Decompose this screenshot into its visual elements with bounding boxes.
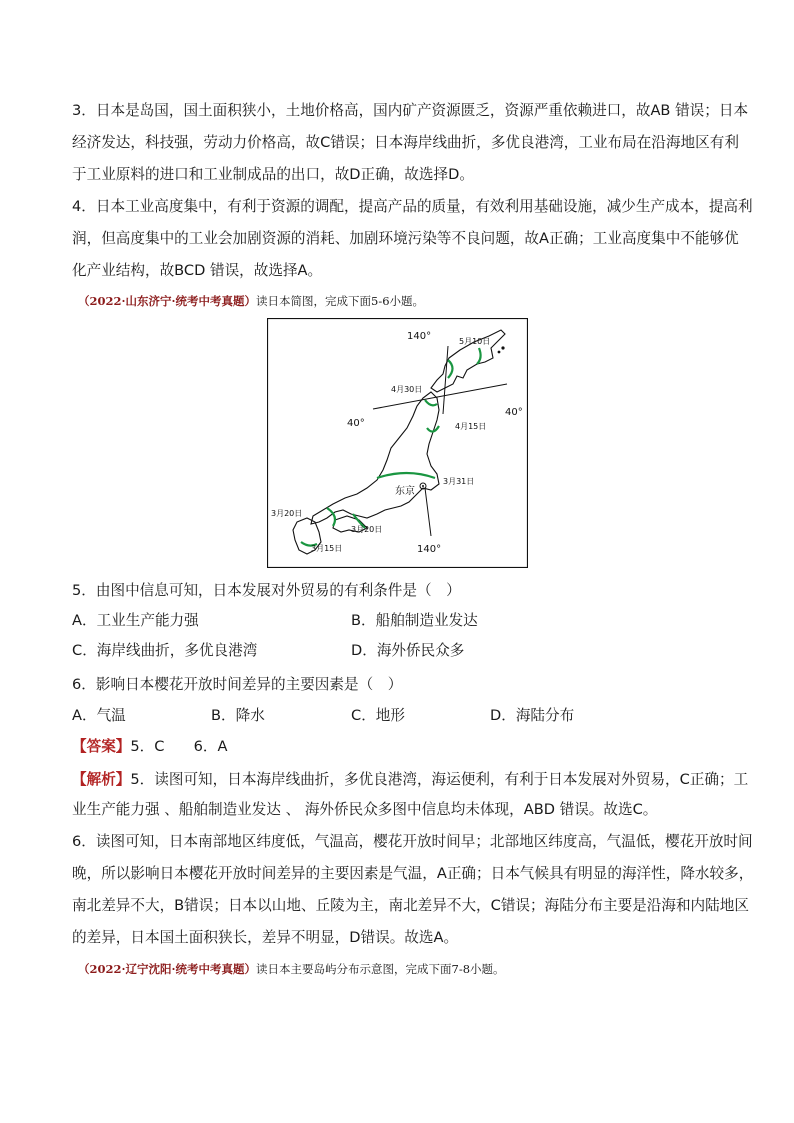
source-tag: （2022·山东济宁·统考中考真题） <box>78 294 257 308</box>
source-note-1 <box>78 293 424 309</box>
japan-map-figure <box>267 318 528 568</box>
japan-map <box>267 318 528 568</box>
label-mar15: 3月15日 <box>311 544 343 553</box>
label-mar20-b: 3月20日 <box>351 525 383 534</box>
source-text-2: 读日本主要岛屿分布示意图，完成下面7-8小题。 <box>256 962 505 976</box>
q5-option-a: A．工业生产能力强 <box>72 612 199 629</box>
map-frame <box>268 319 528 568</box>
label-lat-left: 40° <box>347 418 365 429</box>
label-lon-bottom: 140° <box>417 544 442 555</box>
analysis-line-1 <box>72 770 748 790</box>
q6-stem: 6．影响日本樱花开放时间差异的主要因素是（ ） <box>72 676 403 693</box>
q5-option-b: B．船舶制造业发达 <box>351 612 478 629</box>
q5-option-c: C．海岸线曲折，多优良港湾 <box>72 642 258 659</box>
analysis-line-2: 业生产能力强 、船舶制造业发达 、 海外侨民众多图中信息均未体现，ABD 错误。故选C。 <box>72 801 658 818</box>
analysis-text-1: 5．读图可知，日本海岸线曲折，多优良港湾，海运便利，有利于日本发展对外贸易，C正确；工 <box>130 771 749 788</box>
q4-line-2: 润，但高度集中的工业会加剧资源的消耗、加剧环境污染等不良问题，故A正确；工业高度集中不能够优 <box>72 230 739 247</box>
label-apr15: 4月15日 <box>455 422 487 431</box>
analysis-line-4: 晚，所以影响日本樱花开放时间差异的主要因素是气温，A正确；日本气候具有明显的海洋性，降水较多， <box>72 865 754 882</box>
q4-line-1: 4．日本工业高度集中，有利于资源的调配，提高产品的质量，有效利用基础设施，减少生产成本，提高利 <box>72 198 753 215</box>
label-lon-top: 140° <box>407 331 432 342</box>
q5-stem: 5．由图中信息可知，日本发展对外贸易的有利条件是（ ） <box>72 582 461 599</box>
label-lat-right: 40° <box>505 407 523 418</box>
source-tag-2: （2022·辽宁沈阳·统考中考真题） <box>78 962 257 976</box>
q4-line-3: 化产业结构，故BCD 错误，故选择A。 <box>72 262 323 279</box>
answer-text: 5．C 6．A <box>130 738 228 755</box>
q3-line-3: 于工业原料的进口和工业制成品的出口，故D正确，故选择D。 <box>72 166 474 183</box>
q6-option-a: A．气温 <box>72 707 126 724</box>
q3-line-2: 经济发达，科技强，劳动力价格高，故C错误；日本海岸线曲折，多优良港湾，工业布局在沿海地区有利 <box>72 134 739 151</box>
q6-option-d: D．海陆分布 <box>490 707 575 724</box>
label-tokyo: 东京 <box>395 486 415 497</box>
analysis-line-6: 的差异，日本国土面积狭长，差异不明显，D错误。故选A。 <box>72 929 459 946</box>
analysis-label: 【解析】 <box>72 771 131 788</box>
label-mar20-a: 3月20日 <box>271 509 303 518</box>
q3-line-1: 3．日本是岛国，国土面积狭小，土地价格高，国内矿产资源匮乏，资源严重依赖进口，故AB 错误；日本 <box>72 102 749 119</box>
label-may10: 5月10日 <box>459 337 491 346</box>
label-apr30: 4月30日 <box>391 385 423 394</box>
analysis-line-3: 6．读图可知，日本南部地区纬度低，气温高，樱花开放时间早；北部地区纬度高，气温低，樱花开放时间 <box>72 833 753 850</box>
label-mar31: 3月31日 <box>443 477 475 486</box>
answer-line <box>72 737 228 757</box>
source-text: 读日本简图，完成下面5-6小题。 <box>256 294 425 308</box>
source-note-2 <box>78 961 505 977</box>
q6-option-c: C．地形 <box>351 707 405 724</box>
answer-label: 【答案】 <box>72 738 131 755</box>
q5-option-d: D．海外侨民众多 <box>351 642 465 659</box>
analysis-line-5: 南北差异不大，B错误；日本以山地、丘陵为主，南北差异不大，C错误；海陆分布主要是沿海和内陆地区 <box>72 897 749 914</box>
q6-option-b: B．降水 <box>211 707 265 724</box>
